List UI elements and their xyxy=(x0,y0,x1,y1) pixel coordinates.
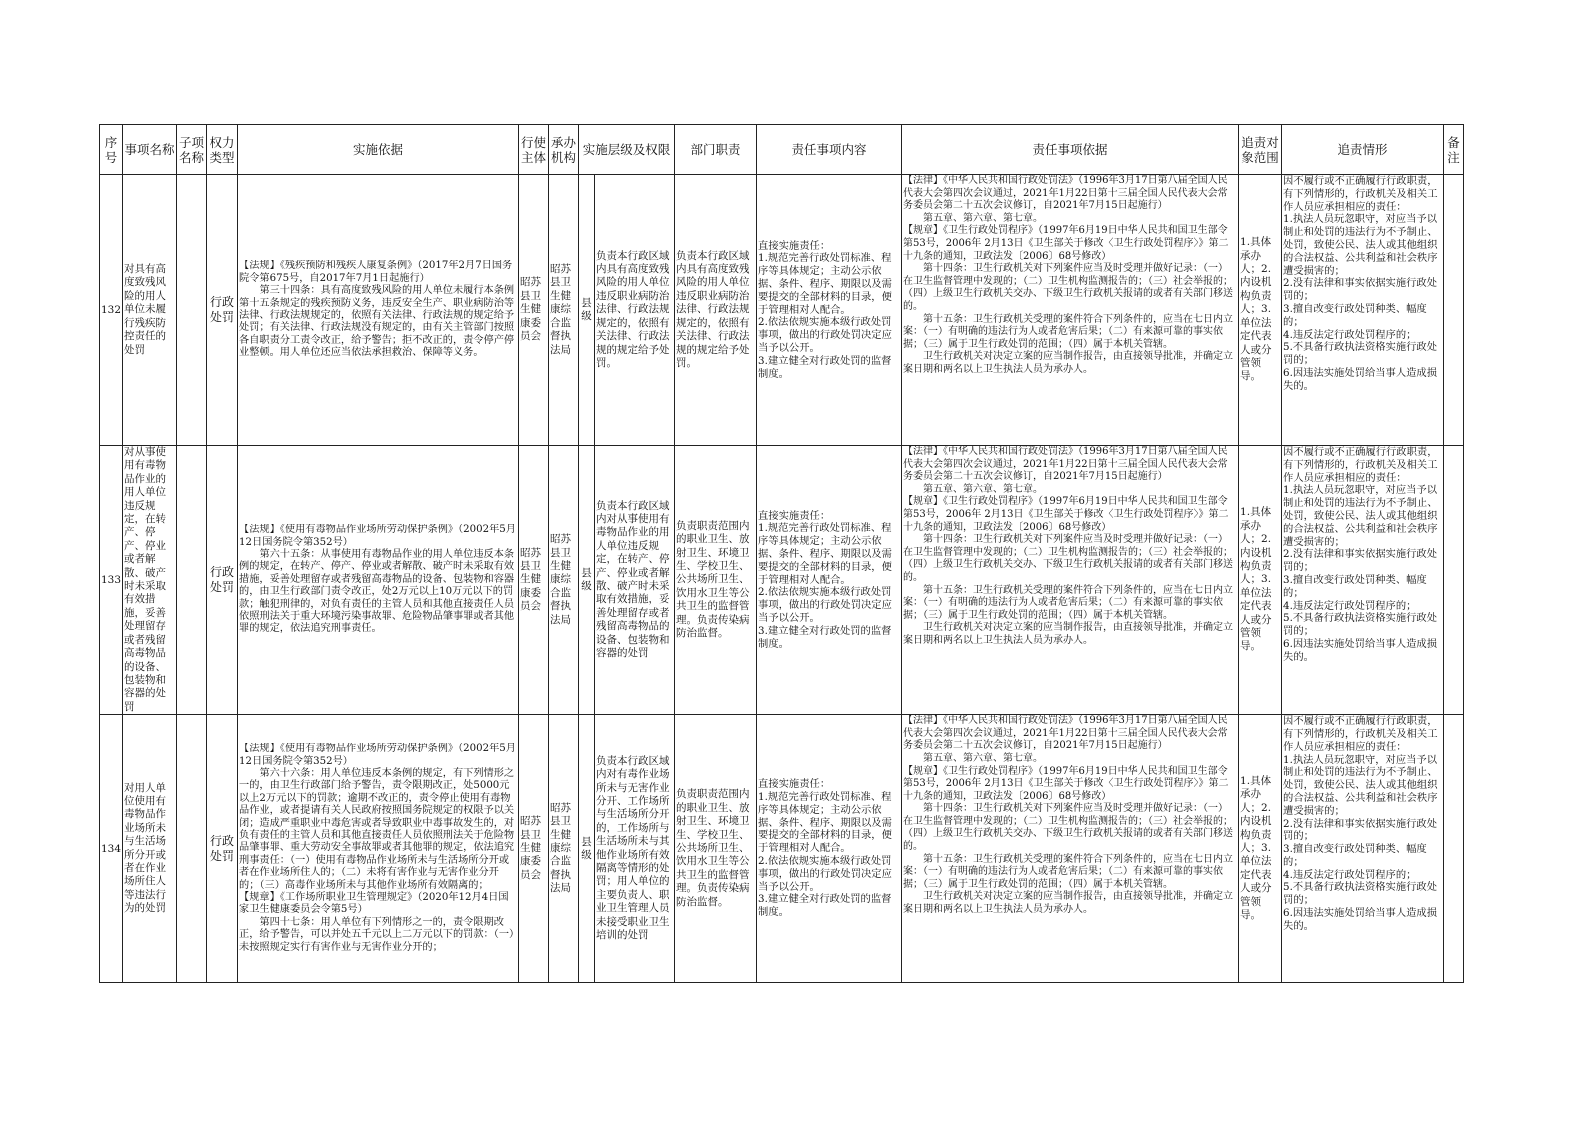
header-scope: 追责对象范围 xyxy=(1239,125,1282,175)
resp-content-paragraph: 直接实施责任： xyxy=(758,509,831,522)
resp-content-paragraph: 直接实施责任： xyxy=(758,239,831,252)
resp-content-paragraph: 3.建立健全对行政处罚的监督制度。 xyxy=(758,624,892,650)
acc-paragraph: 6.因违法实施处罚给当事人造成损失的。 xyxy=(1283,366,1438,392)
acc-paragraph: 2.没有法律和事实依据实施行政处罚的； xyxy=(1283,277,1438,303)
resp-content-paragraph: 2.依法依规实施本级行政处罚事项，做出的行政处罚决定应当予以公开。 xyxy=(758,855,892,893)
resp-basis-paragraph: 卫生行政机关对决定立案的应当制作报告，由直接领导批准，并确定立案日期和两名以上卫生执法人员为承办人。 xyxy=(903,351,1234,375)
subject-text: 昭苏县卫生健康委员会 xyxy=(520,276,542,343)
resp-basis-paragraph: 第十五条：卫生行政机关受理的案件符合下列条件的，应当在七日内立案：（一）有明确的违法行为人或者危害后果；（二）有来源可靠的事实依据；（三）属于卫生行政处罚的范围；（四）属于本机关管辖。 xyxy=(903,584,1234,621)
row-resp-basis xyxy=(902,446,1239,715)
row-subject xyxy=(519,175,549,446)
resp-content-paragraph: 2.依法依规实施本级行政处罚事项，做出的行政处罚决定应当予以公开。 xyxy=(758,316,892,354)
row-agency xyxy=(549,715,579,983)
seq-text: 133 xyxy=(101,574,122,587)
type-text: 行政处罚 xyxy=(210,565,235,595)
seq-text: 132 xyxy=(101,304,122,316)
basis-paragraph: 【规章】《工作场所职业卫生管理规定》（2020年12月4日国家卫生健康委员会令第5号） xyxy=(239,892,509,916)
seq-text: 134 xyxy=(101,842,122,855)
table-row xyxy=(100,175,1464,446)
level-scope-text: 负责本行政区域内具有高度致残风险的用人单位违反职业病防治法律、行政法规规定的，依照有关法律、行政法规的规定给予处罚。 xyxy=(596,249,670,369)
resp-basis-paragraph: 【规章】《卫生行政处罚程序》（1997年6月19日中华人民共和国卫生部令第53号，2006年 2月13日《卫生部关于修改〈卫生行政处罚程序〉》第二十九条的通知，卫政法发〔2006〕68号修改） xyxy=(903,765,1229,802)
acc-paragraph: 6.因违法实施处罚给当事人造成损失的。 xyxy=(1283,637,1438,663)
resp-basis-paragraph: 卫生行政机关对决定立案的应当制作报告，由直接领导批准，并确定立案日期和两名以上卫生执法人员为承办人。 xyxy=(903,622,1234,646)
name-text: 对具有高度致残风险的用人单位未履行残疾防控责任的处罚 xyxy=(124,263,167,356)
basis-paragraph: 第三十四条：具有高度致残风险的用人单位未履行本条例第十五条规定的残疾预防义务，违反安全生产、职业病防治等法律、行政法规规定的，依照有关法律、行政法规的规定给予处罚；有关法律、行政法规没有规定的，由有关主管部门按照各自职责分工责令改正，给予警告；拒不改正的，责令停产停业整顿。用人单位还应当依法承担救治、保障等义务。 xyxy=(239,285,515,359)
resp-basis-paragraph: 【规章】《卫生行政处罚程序》（1997年6月19日中华人民共和国卫生部令第53号，2006年 2月13日《卫生部关于修改〈卫生行政处罚程序〉》第二十九条的通知，卫政法发〔2006〕68号修改） xyxy=(903,496,1229,533)
resp-content-paragraph: 1.规范完善行政处罚标准、程序等具体规定；主动公示依据、条件、程序、期限以及需要提交的全部材料的目录，便于管理相对人配合。 xyxy=(758,791,892,855)
header-resp-basis: 责任事项依据 xyxy=(902,125,1239,175)
resp-basis-paragraph: 第十四条：卫生行政机关对下列案件应当及时受理并做好记录：（一）在卫生监督管理中发现的；（二）卫生机构监测报告的；（三）社会举报的；（四）上级卫生行政机关交办、下级卫生行政机关报请的或者有关部门移送的。 xyxy=(903,263,1234,312)
duty-text: 负责职责范围内的职业卫生、放射卫生、环境卫生、学校卫生、公共场所卫生、饮用水卫生等公共卫生的监督管理。负责传染病防治监督。 xyxy=(676,519,750,639)
acc-paragraph: 4.违反法定行政处罚程序的； xyxy=(1283,328,1417,341)
row-type xyxy=(207,175,238,446)
header-agency: 承办机构 xyxy=(549,125,579,175)
resp-basis-paragraph: 第十五条：卫生行政机关受理的案件符合下列条件的，应当在七日内立案：（一）有明确的违法行为人或者危害后果；（二）有来源可靠的事实依据；（三）属于卫生行政处罚的范围；（四）属于本机关管辖。 xyxy=(903,313,1234,350)
basis-paragraph: 【法规】《残疾预防和残疾人康复条例》（2017年2月7日国务院令第675号，自2017年7月1日起施行） xyxy=(239,260,513,284)
level-text: 县级 xyxy=(581,835,592,861)
row-subject xyxy=(519,446,549,715)
resp-content-paragraph: 直接实施责任： xyxy=(758,778,831,791)
level-text: 县级 xyxy=(581,297,592,322)
row-acc xyxy=(1282,446,1444,715)
resp-basis-paragraph: 卫生行政机关对决定立案的应当制作报告，由直接领导批准，并确定立案日期和两名以上卫生执法人员为承办人。 xyxy=(903,891,1234,916)
row-agency xyxy=(549,446,579,715)
header-resp-content: 责任事项内容 xyxy=(757,125,902,175)
row-name xyxy=(123,715,177,983)
resp-content-paragraph: 1.规范完善行政处罚标准、程序等具体规定；主动公示依据、条件、程序、期限以及需要提交的全部材料的目录，便于管理相对人配合。 xyxy=(758,522,892,586)
resp-content-paragraph: 3.建立健全对行政处罚的监督制度。 xyxy=(758,893,892,919)
header-seq: 序号 xyxy=(100,125,123,175)
header-acc: 追责情形 xyxy=(1282,125,1444,175)
agency-text: 昭苏县卫生健康综合监督执法局 xyxy=(550,801,572,895)
acc-paragraph: 6.因违法实施处罚给当事人造成损失的。 xyxy=(1283,907,1438,932)
acc-paragraph: 3.擅自改变行政处罚种类、幅度的； xyxy=(1283,573,1427,599)
row-basis xyxy=(238,446,519,715)
row-duty xyxy=(675,446,757,715)
row-level xyxy=(579,175,595,446)
row-seq xyxy=(100,446,123,715)
row-acc xyxy=(1282,175,1444,446)
scope-text: 1.具体承办人；2.内设机构负责人；3.单位法定代表人或分管领导。 xyxy=(1240,774,1272,921)
basis-paragraph: 第六十五条：从事使用有毒物品作业的用人单位违反本条例的规定，在转产、停产、停业或者解散、破产时未采取有效措施，妥善处理留存或者残留高毒物品的设备、包装物和容器的，由卫生行政部门责令改正，处2万元以上10万元以下的罚款；触犯刑律的，对负有责任的主管人员和其他直接责任人员依照刑法关于重大环境污染事故罪、危险物品肇事罪或者其他罪的规定，依法追究刑事责任。 xyxy=(239,549,515,635)
acc-paragraph: 5.不具备行政执法资格实施行政处罚的； xyxy=(1283,612,1438,638)
acc-paragraph: 因不履行或不正确履行行政职责，有下列情形的，行政机关及相关工作人员应承担相应的责任： xyxy=(1283,175,1438,213)
row-basis xyxy=(238,175,519,446)
resp-content-paragraph: 1.规范完善行政处罚标准、程序等具体规定；主动公示依据、条件、程序、期限以及需要提交的全部材料的目录，便于管理相对人配合。 xyxy=(758,252,892,316)
row-type xyxy=(207,715,238,983)
resp-basis-paragraph: 第十五条：卫生行政机关受理的案件符合下列条件的，应当在七日内立案：（一）有明确的违法行为人或者危害后果；（二）有来源可靠的事实依据；（三）属于卫生行政处罚的范围；（四）属于本机关管辖。 xyxy=(903,853,1234,890)
scope-text: 1.具体承办人；2.内设机构负责人；3.单位法定代表人或分管领导。 xyxy=(1240,236,1272,383)
row-name xyxy=(123,175,177,446)
acc-paragraph: 因不履行或不正确履行行政职责，有下列情形的，行政机关及相关工作人员应承担相应的责任： xyxy=(1283,446,1438,484)
row-level xyxy=(579,446,595,715)
row-level-scope xyxy=(595,446,675,715)
resp-basis-paragraph: 【规章】《卫生行政处罚程序》（1997年6月19日中华人民共和国卫生部令第53号，2006年 2月13日《卫生部关于修改〈卫生行政处罚程序〉》第二十九条的通知，卫政法发〔2006〕68号修改） xyxy=(903,225,1229,262)
row-seq xyxy=(100,715,123,983)
resp-basis-paragraph: 第五章、第六章、第七章。 xyxy=(923,212,1044,224)
header-row xyxy=(100,125,1464,175)
row-note xyxy=(1444,175,1464,446)
subject-text: 昭苏县卫生健康委员会 xyxy=(520,815,542,881)
resp-basis-paragraph: 第十四条：卫生行政机关对下列案件应当及时受理并做好记录：（一）在卫生监督管理中发现的；（二）卫生机构监测报告的；（三）社会举报的；（四）上级卫生行政机关交办、下级卫生行政机关报请的或者有关部门移送的。 xyxy=(903,534,1234,583)
acc-paragraph: 1.执法人员玩忽职守，对应当予以制止和处罚的违法行为不予制止、处罚，致使公民、法人或其他组织的合法权益、公共利益和社会秩序遭受损害的； xyxy=(1283,753,1438,817)
row-sub xyxy=(177,175,207,446)
row-duty xyxy=(675,715,757,983)
resp-basis-paragraph: 【法律】《中华人民共和国行政处罚法》（1996年3月17日第八届全国人民代表大会第四次会议通过，2021年1月22日第十三届全国人民代表大会常务委员会第二十五次会议修订，自2021年7月15日起施行） xyxy=(903,446,1228,483)
duty-text: 负责本行政区域内具有高度致残风险的用人单位违反职业病防治法律、行政法规规定的，依照有关法律、行政法规的规定给予处罚。 xyxy=(676,249,750,369)
acc-paragraph: 1.执法人员玩忽职守，对应当予以制止和处罚的违法行为不予制止、处罚，致使公民、法人或其他组织的合法权益、公共利益和社会秩序遭受损害的； xyxy=(1283,213,1438,277)
acc-paragraph: 因不履行或不正确履行行政职责，有下列情形的，行政机关及相关工作人员应承担相应的责任： xyxy=(1283,715,1438,753)
row-level-scope xyxy=(595,715,675,983)
name-text: 对从事使用有毒物品作业的用人单位违反规定，在转产、停产、停业或者解散、破产时未采取有效措施，妥善处理留存或者残留高毒物品的设备、包装物和容器的处罚 xyxy=(124,446,167,713)
level-scope-text: 负责本行政区域内对有毒作业场所未与无害作业分开、工作场所与生活场所分开的，工作场所与生活场所未与其他作业场所有效隔离等情形的处罚；用人单位的主要负责人、职业卫生管理人员未接受职业卫生培训的处罚 xyxy=(596,754,670,942)
row-resp-basis xyxy=(902,715,1239,983)
duty-text: 负责职责范围内的职业卫生、放射卫生、环境卫生、学校卫生、公共场所卫生、饮用水卫生等公共卫生的监督管理。负责传染病防治监督。 xyxy=(676,788,750,908)
row-level xyxy=(579,715,595,983)
resp-basis-paragraph: 第五章、第六章、第七章。 xyxy=(923,483,1044,495)
row-scope xyxy=(1239,715,1282,983)
basis-paragraph: 第四十七条：用人单位有下列情形之一的，责令限期改正，给予警告，可以并处五千元以上二万元以下的罚款：（一）未按照规定实行有害作业与无害作业分开的； xyxy=(239,916,515,953)
type-text: 行政处罚 xyxy=(210,295,235,324)
basis-paragraph: 【法规】《使用有毒物品作业场所劳动保护条例》（2002年5月12日国务院令第352号） xyxy=(239,524,516,548)
power-list-table xyxy=(99,124,1464,983)
resp-basis-paragraph: 【法律】《中华人民共和国行政处罚法》（1996年3月17日第八届全国人民代表大会第四次会议通过，2021年1月22日第十三届全国人民代表大会常务委员会第二十五次会议修订，自2021年7月15日起施行） xyxy=(903,715,1228,752)
row-basis xyxy=(238,715,519,983)
row-acc xyxy=(1282,715,1444,983)
row-seq xyxy=(100,175,123,446)
acc-paragraph: 5.不具备行政执法资格实施行政处罚的； xyxy=(1283,341,1438,367)
acc-paragraph: 3.擅自改变行政处罚种类、幅度的； xyxy=(1283,302,1427,328)
agency-text: 昭苏县卫生健康综合监督执法局 xyxy=(550,533,572,626)
acc-paragraph: 2.没有法律和事实依据实施行政处罚的； xyxy=(1283,548,1438,574)
header-type: 权力类型 xyxy=(207,125,238,175)
header-note: 备注 xyxy=(1444,125,1464,175)
row-name xyxy=(123,446,177,715)
row-sub xyxy=(177,715,207,983)
row-level-scope xyxy=(595,175,675,446)
row-scope xyxy=(1239,446,1282,715)
header-subject: 行使主体 xyxy=(519,125,549,175)
row-note xyxy=(1444,446,1464,715)
row-note xyxy=(1444,715,1464,983)
header-sub: 子项名称 xyxy=(177,125,207,175)
resp-basis-paragraph: 第十四条：卫生行政机关对下列案件应当及时受理并做好记录：（一）在卫生监督管理中发现的；（二）卫生机构监测报告的；（三）社会举报的；（四）上级卫生行政机关交办、下级卫生行政机关报请的或者有关部门移送的。 xyxy=(903,803,1234,853)
acc-paragraph: 3.擅自改变行政处罚种类、幅度的； xyxy=(1283,843,1427,868)
row-scope xyxy=(1239,175,1282,446)
resp-basis-paragraph: 第五章、第六章、第七章。 xyxy=(923,752,1044,764)
name-text: 对用人单位使用有毒物品作业场所未与生活场所分开或者在作业场所住人等违法行为的处罚 xyxy=(124,781,167,915)
table-row xyxy=(100,715,1464,983)
header-name: 事项名称 xyxy=(123,125,177,175)
table-row xyxy=(100,446,1464,715)
row-type xyxy=(207,446,238,715)
level-text: 县级 xyxy=(581,567,592,593)
header-level: 实施层级及权限 xyxy=(579,125,675,175)
type-text: 行政处罚 xyxy=(210,833,235,863)
row-duty xyxy=(675,175,757,446)
row-subject xyxy=(519,715,549,983)
acc-paragraph: 4.违反法定行政处罚程序的； xyxy=(1283,599,1417,612)
acc-paragraph: 4.违反法定行政处罚程序的； xyxy=(1283,868,1417,881)
row-resp-content xyxy=(757,446,902,715)
basis-paragraph: 第六十六条：用人单位违反本条例的规定，有下列情形之一的，由卫生行政部门给予警告，责令限期改正，处5000元以上2万元以下的罚款；逾期不改正的，责令停止使用有毒物品作业，或者提请有关人民政府按照国务院规定的权限予以关闭；造成严重职业中毒危害或者导致职业中毒事故发生的，对负有责任的主管人员和其他直接责任人员依照刑法关于危险物品肇事罪、重大劳动安全事故罪或者其他罪的规定，依法追究刑事责任：（一）使用有毒物品作业场所未与生活场所分开或者在作业场所住人的；（二）未将有害作业与无害作业分开的；（三）高毒作业场所未与其他作业场所有效隔离的； xyxy=(239,767,515,891)
acc-paragraph: 1.执法人员玩忽职守，对应当予以制止和处罚的违法行为不予制止、处罚，致使公民、法人或其他组织的合法权益、公共利益和社会秩序遭受损害的； xyxy=(1283,484,1438,548)
header-duty: 部门职责 xyxy=(675,125,757,175)
resp-content-paragraph: 2.依法依规实施本级行政处罚事项，做出的行政处罚决定应当予以公开。 xyxy=(758,586,892,625)
header-basis: 实施依据 xyxy=(238,125,519,175)
acc-paragraph: 5.不具备行政执法资格实施行政处罚的； xyxy=(1283,881,1438,907)
row-sub xyxy=(177,446,207,715)
row-resp-content xyxy=(757,715,902,983)
resp-basis-paragraph: 【法律】《中华人民共和国行政处罚法》（1996年3月17日第八届全国人民代表大会第四次会议通过，2021年1月22日第十三届全国人民代表大会常务委员会第二十五次会议修订，自2021年7月15日起施行） xyxy=(903,175,1228,212)
row-agency xyxy=(549,175,579,446)
resp-content-paragraph: 3.建立健全对行政处罚的监督制度。 xyxy=(758,354,892,380)
subject-text: 昭苏县卫生健康委员会 xyxy=(520,546,542,613)
row-resp-content xyxy=(757,175,902,446)
level-scope-text: 负责本行政区域内对从事使用有毒物品作业的用人单位违反规定，在转产、停产、停业或者解散、破产时未采取有效措施，妥善处理留存或者残留高毒物品的设备、包装物和容器的处罚 xyxy=(596,499,670,660)
basis-paragraph: 【法规】《使用有毒物品作业场所劳动保护条例》（2002年5月12日国务院令第352号） xyxy=(239,743,516,767)
row-resp-basis xyxy=(902,175,1239,446)
agency-text: 昭苏县卫生健康综合监督执法局 xyxy=(550,263,572,356)
acc-paragraph: 2.没有法律和事实依据实施行政处罚的； xyxy=(1283,817,1438,843)
scope-text: 1.具体承办人；2.内设机构负责人；3.单位法定代表人或分管领导。 xyxy=(1240,506,1272,653)
